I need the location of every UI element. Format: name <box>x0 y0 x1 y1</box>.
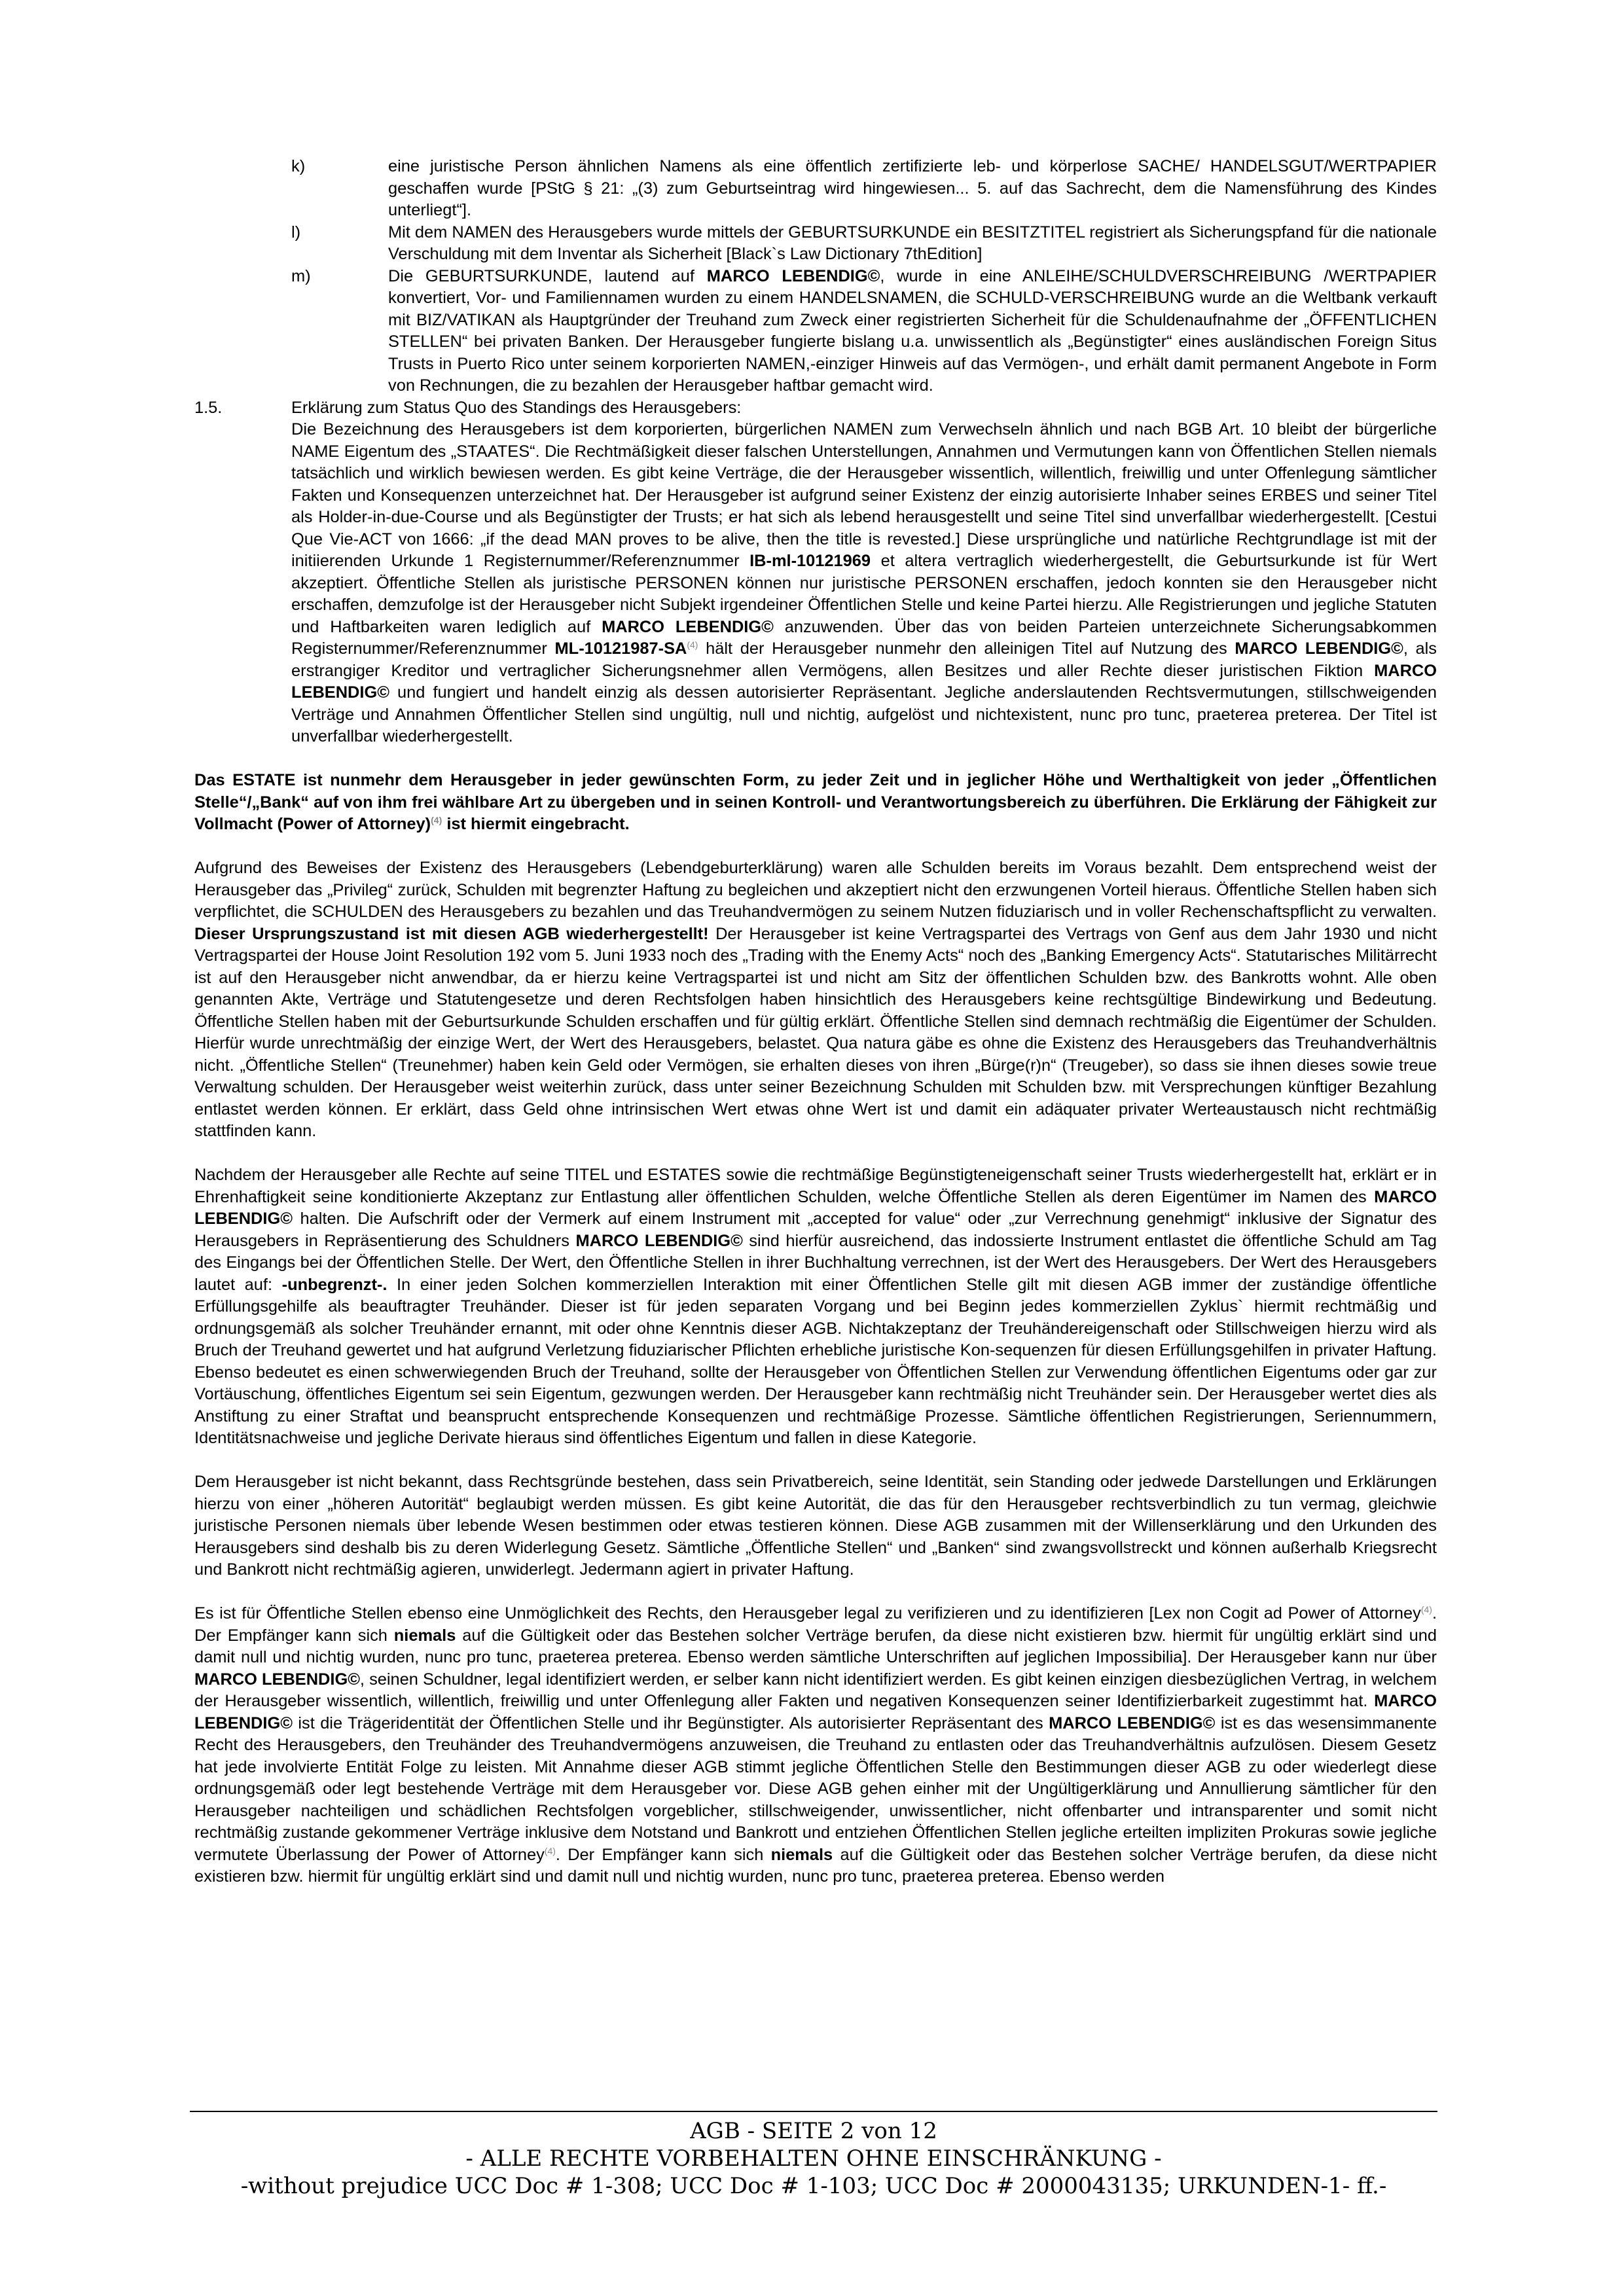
paragraph: Dem Herausgeber ist nicht bekannt, dass Rechtsgründe bestehen, dass sein Privatbereich, seine Identität, sein Standing oder jedwede Darstellungen und Erklärungen hierzu von einer „höheren Autorität“ beglaubigt werden müssen. Es gibt keine Autorität, die das für den Herausgeber rechtsverbindlich zu tun vermag, gleichwie juristische Personen niemals über lebende Wesen bestimmen oder etwas testieren können. Diese AGB zusammen mit der Willenserklärung und den Urkunden des Herausgebers sind deshalb bis zu deren Widerlegung Gesetz. Sämtliche „Öffentliche Stellen“ und „Banken“ sind zwangsvollstreckt und können außerhalb Kriegsrecht und Bankrott nicht rechtmäßig agieren, unwiderlegt. Jedermann agiert in privater Haftung. <box>194 1473 1437 1579</box>
section-1-5 <box>194 397 1437 748</box>
list-item-k <box>194 156 1437 222</box>
item-text: Die GEBURTSURKUNDE, lautend auf MARCO LEBENDIG©, wurde in eine ANLEIHE/SCHULDVERSCHREIBUNG /WERTPAPIER konvertiert, Vor- und Familiennamen wurden zu einem HANDELSNAMEN, die SCHULD-VERSCHREIBUNG wurde an die Weltbank verkauft mit BIZ/VATIKAN als Hauptgründer der Treuhand zum Zweck einer registrierten Sicherheit für die Schuldenaufnahme der „ÖFFENTLICHEN STELLEN“ bei privaten Banken. Der Herausgeber fungierte bislang u.a. unwissentlich als „Begünstigter“ eines ausländischen Foreign Situs Trusts in Puerto Rico unter seinem korporierten NAMEN,-einziger Hinweis auf das Vermögen-, und erhält damit permanent Angebote in Form von Rechnungen, die zu bezahlen der Herausgeber haftbar gemacht wird. <box>388 266 1437 395</box>
list-item-l <box>194 222 1437 266</box>
item-label: k) <box>291 157 306 175</box>
paragraph: Aufgrund des Beweises der Existenz des Herausgebers (Lebendgeburterklärung) waren alle Schulden bereits im Voraus bezahlt. Dem entsprechend weist der Herausgeber das „Privileg“ zurück, Schulden mit begrenzter Haftung zu begleichen und akzeptiert nicht den erzwungenen Vorteil hieraus. Öffentliche Stellen haben sich verpflichtet, die SCHULDEN des Herausgebers zu bezahlen und das Treuhandvermögen zu seinem Nutzen fiduziarisch und in voller Rechenschaftspflicht zu verwalten. Dieser Ursprungszustand ist mit diesen AGB wiederhergestellt! Der Herausgeber ist keine Vertragspartei des Vertrags von Genf aus dem Jahr 1930 und nicht Vertragspartei der House Joint Resolution 192 vom 5. Juni 1933 noch des „Trading with the Enemy Acts“ noch des „Banking Emergency Acts“. Statutarisches Militärrecht ist auf den Herausgeber nicht anwendbar, da er hierzu keine Vertragspartei ist und nicht am Sitz der öffentlichen Schulden bzw. des Bankrotts wohnt. Alle oben genannten Akte, Verträge und Statutengesetze und deren Rechtsfolgen haben hinsichtlich des Herausgebers keine rechtsgültige Bindewirkung und Bedeutung. Öffentliche Stellen haben mit der Geburtsurkunde Schulden erschaffen und für gültig erklärt. Öffentliche Stellen sind demnach rechtmäßig die Eigentümer der Schulden. Hierfür wurde unrechtmäßig der einzige Wert, der Wert des Herausgebers, belastet. Qua natura gäbe es ohne die Existenz des Herausgebers das Treuhandverhältnis nicht. „Öffentliche Stellen“ (Treunehmer) haben kein Geld oder Vermögen, sie erhalten dieses von ihren „Bürge(r)n“ (Treugeber), so dass sie ihnen dieses sowie treue Verwaltung schulden. Der Herausgeber weist weiterhin zurück, dass unter seiner Bezeichnung Schulden mit Schulden bzw. mit Versprechungen künftiger Bezahlung entlastet werden können. Er erklärt, dass Geld ohne intrinsischen Wert etwas ohne Wert ist und damit ein adäquater privater Werteaustausch nicht rechtmäßig stattfinden kann. <box>194 859 1437 1140</box>
page-footer <box>190 2111 1437 2200</box>
footer-ucc: -without prejudice UCC Doc # 1-308; UCC Doc # 1-103; UCC Doc # 2000043135; URKUNDEN-1- ff.- <box>240 2173 1387 2199</box>
reference-number: ML-10121987-SA <box>554 639 687 658</box>
footer-page-number: AGB - SEITE 2 von 12 <box>690 2118 937 2144</box>
paragraph: Es ist für Öffentliche Stellen ebenso eine Unmöglichkeit des Rechts, den Herausgeber legal zu verifizieren und zu identifizieren [Lex non Cogit ad Power of Attorney$^{(4)}$. Der Empfänger kann sich niemals auf die Gültigkeit oder das Bestehen solcher Verträge berufen, da diese nicht existieren bzw. hiermit für ungültig erklärt sind und damit null und nichtig wurden, nunc pro tunc, praeterea preterea. Ebenso werden sämtliche Unterschriften auf jeglichen Impossibilia]. Der Herausgeber kann nur über MARCO LEBENDIG©, seinen Schuldner, legal identifiziert werden, er selber kann nicht identifiziert werden. Es gibt keinen einzigen diesbezüglichen Vertrag, in welchem der Herausgeber wissentlich, willentlich, freiwillig und unter Offenlegung aller Fakten und negativen Konsequenzen seiner Identifizierbarkeit zugestimmt hat. MARCO LEBENDIG© ist die Trägeridentität der Öffentlichen Stelle und ihr Begünstigter. Als autorisierter Repräsentant des MARCO LEBENDIG© ist es das wesensimmanente Recht des Herausgebers, den Treuhänder des Treuhandvermögens anzuweisen, die Treuhand zu entlasten oder das Treuhandverhältnis aufzulösen. Diesem Gesetz hat jede involvierte Entität Folge zu leisten. Mit Annahme dieser AGB stimmt jegliche Öffentlichen Stelle den Bestimmungen dieser AGB zu oder wiederlegt diese ordnungsgemäß oder legt bestehende Verträge mit dem Herausgeber vor. Diese AGB gehen einher mit der Ungültigerklärung und Annullierung sämtlicher für den Herausgeber nachteiligen und schädlichen Rechtsfolgen vorgeblicher, stillschweigender, unwissentlicher, nicht offenbarter und intransparenter und somit nicht rechtmäßig zustande gekommener Verträge inklusive dem Notstand und Bankrott und entziehen Öffentlichen Stellen jegliche erteilten impliziten Prokuras sowie jegliche vermutete Überlassung der Power of Attorney$^{(4)}$. Der Empfänger kann sich niemals auf die Gültigkeit oder das Bestehen solcher Verträge berufen, da diese nicht existieren bzw. hiermit für ungültig erklärt sind und damit null und nichtig wurden, nunc pro tunc, praeterea preterea. Ebenso werden <box>194 1604 1437 1886</box>
list-item-m <box>194 266 1437 397</box>
item-label: l) <box>291 223 301 242</box>
item-text: eine juristische Person ähnlichen Namens als eine öffentlich zertifizierte leb- und körperlose SACHE/ HANDELSGUT/WERTPAPIER geschaffen wurde [PStG § 21: „(3) zum Geburtseintrag wird hingewiesen... 5. auf das Sachrecht, dem die Namensführung des Kindes unterliegt“]. <box>388 157 1437 219</box>
footer-rights: - ALLE RECHTE VORBEHALTEN OHNE EINSCHRÄNKUNG - <box>465 2145 1162 2172</box>
paragraph: Nachdem der Herausgeber alle Rechte auf seine TITEL und ESTATES sowie die rechtmäßige Begünstigteneigenschaft seiner Trusts wiederhergestellt hat, erklärt er in Ehrenhaftigkeit seine konditionierte Akzeptanz zur Entlastung aller öffentlichen Schulden, welche Öffentliche Stellen als deren Eigentümer im Namen des MARCO LEBENDIG© halten. Die Aufschrift oder der Vermerk auf einem Instrument mit „accepted for value“ oder „zur Verrechnung genehmigt“ inklusive der Signatur des Herausgebers in Repräsentierung des Schuldners MARCO LEBENDIG© sind hierfür ausreichend, das indossierte Instrument entlastet die öffentliche Schuld am Tag des Eingangs bei der Öffentlichen Stelle. Der Wert, den Öffentliche Stellen in ihrer Buchhaltung verrechnen, ist der Wert des Herausgebers. Der Wert des Herausgebers lautet auf: -unbegrenzt-. In einer jeden Solchen kommerziellen Interaktion mit einer Öffentlichen Stelle gilt mit diesen AGB immer der zuständige öffentliche Erfüllungsgehilfe als beauftragter Treuhänder. Dieser ist für jeden separaten Vorgang und bei Beginn jedes kommerziellen Zyklus` hiermit rechtmäßig und ordnungsgemäß als solcher Treuhänder ernannt, mit oder ohne Kenntnis dieser AGB. Nichtakzeptanz der Treuhändereigenschaft oder Stillschweigen hierzu wird als Bruch der Treuhand gewertet und hat aufgrund Verletzung fiduziarischer Pflichten erhebliche juristische Kon-sequenzen für diesen Erfüllungsgehilfen in privater Haftung. Ebenso bedeutet es einen schwerwiegenden Bruch der Treuhand, sollte der Herausgeber von Öffentlichen Stellen zur Verwendung öffentlichen Eigentums oder gar zur Vortäuschung, öffentliches Eigentum sei sein Eigentum, gezwungen werden. Der Herausgeber kann rechtmäßig nicht Treuhänder sein. Der Herausgeber wertet dies als Anstiftung zu einer Straftat und beansprucht entsprechende Konsequenzen und rechtmäßige Prozesse. Sämtliche öffentlichen Registrierungen, Seriennummern, Identitätsnachweise und jegliche Derivate hieraus sind öffentliches Eigentum und fallen in diese Kategorie. <box>194 1166 1437 1447</box>
footnote-ref: (4) <box>687 639 698 650</box>
document-body <box>194 156 1437 1888</box>
bold-paragraph: Das ESTATE ist nunmehr dem Herausgeber in jeder gewünschten Form, zu jeder Zeit und in jeglicher Höhe und Werthaltigkeit von jeder „Öffentlichen Stelle“/„Bank“ auf von ihm frei wählbare Art zu übergeben und in seinen Kontroll- und Verantwortungsbereich zu überführen. Die Erklärung der Fähigkeit zur Vollmacht (Power of Attorney)$^{(4)}$ ist hiermit eingebracht. <box>194 771 1437 833</box>
section-number: 1.5. <box>194 398 223 417</box>
section-heading: Erklärung zum Status Quo des Standings des Herausgebers: <box>291 398 742 417</box>
item-label: m) <box>291 266 311 285</box>
name-marco: MARCO LEBENDIG© <box>706 266 880 285</box>
item-text: Mit dem NAMEN des Herausgebers wurde mittels der GEBURTSURKUNDE ein BESITZTITEL registriert als Sicherungspfand für die nationale Verschuldung mit dem Inventar als Sicherheit [Black`s Law Dictionary 7thEdition] <box>388 223 1437 263</box>
reference-number: IB-ml-10121969 <box>749 552 871 570</box>
section-paragraph: Die Bezeichnung des Herausgebers ist dem korporierten, bürgerlichen NAMEN zum Verwechseln ähnlich und nach BGB Art. 10 bleibt der bürgerliche NAME Eigentum des „STAATES“. Die Rechtmäßigkeit dieser falschen Unterstellungen, Annahmen und Vermutungen kann von Öffentlichen Stellen niemals tatsächlich und wirklich bewiesen werden. Es gibt keine Verträge, die der Herausgeber wissentlich, willentlich, freiwillig und unter Offenlegung sämtlicher Fakten und Konsequenzen unterzeichnet hat. Der Herausgeber ist aufgrund seiner Existenz der einzig autorisierte Inhaber seines ERBES und seiner Titel als Holder-in-due-Course und als Begünstigter der Trusts; er hat sich als lebend herausgestellt und seine Titel sind unverfallbar wiederhergestellt. [Cestui Que Vie-ACT von 1666: „if the dead MAN proves to be alive, then the title is revested.] Diese ursprüngliche und natürliche Rechtgrundlage ist mit der initiierenden Urkunde 1 Registernummer/Referenznummer IB-ml-10121969 et altera vertraglich wiederhergestellt, die Geburtsurkunde ist für Wert akzeptiert. Öffentliche Stellen als juristische PERSONEN können nur juristische PERSONEN erschaffen, jedoch konnten sie den Herausgeber nicht erschaffen, demzufolge ist der Herausgeber nicht Subjekt irgendeiner Öffentlichen Stelle und keine Partei hierzu. Alle Registrierungen und jegliche Statuten und Haftbarkeiten waren lediglich auf MARCO LEBENDIG© anzuwenden. Über das von beiden Parteien unterzeichnete Sicherungsabkommen Registernummer/Referenznummer ML-10121987-SA$^{(4)}$ hält der Herausgeber nunmehr den alleinigen Titel auf Nutzung des MARCO LEBENDIG©, als erstrangiger Kreditor und vertraglicher Sicherungsnehmer allen Vermögens, allen Besitzes und aller Rechte dieser juristischen Fiktion MARCO LEBENDIG© und fungiert und handelt einzig als dessen autorisierter Repräsentant. Jegliche anderslautenden Rechtsvermutungen, stillschweigenden Verträge und Annahmen Öffentlicher Stellen sind ungültig, null und nichtig, aufgelöst und nichtexistent, nunc pro tunc, praeterea preterea. Der Titel ist unverfallbar wiederhergestellt. <box>291 420 1437 745</box>
